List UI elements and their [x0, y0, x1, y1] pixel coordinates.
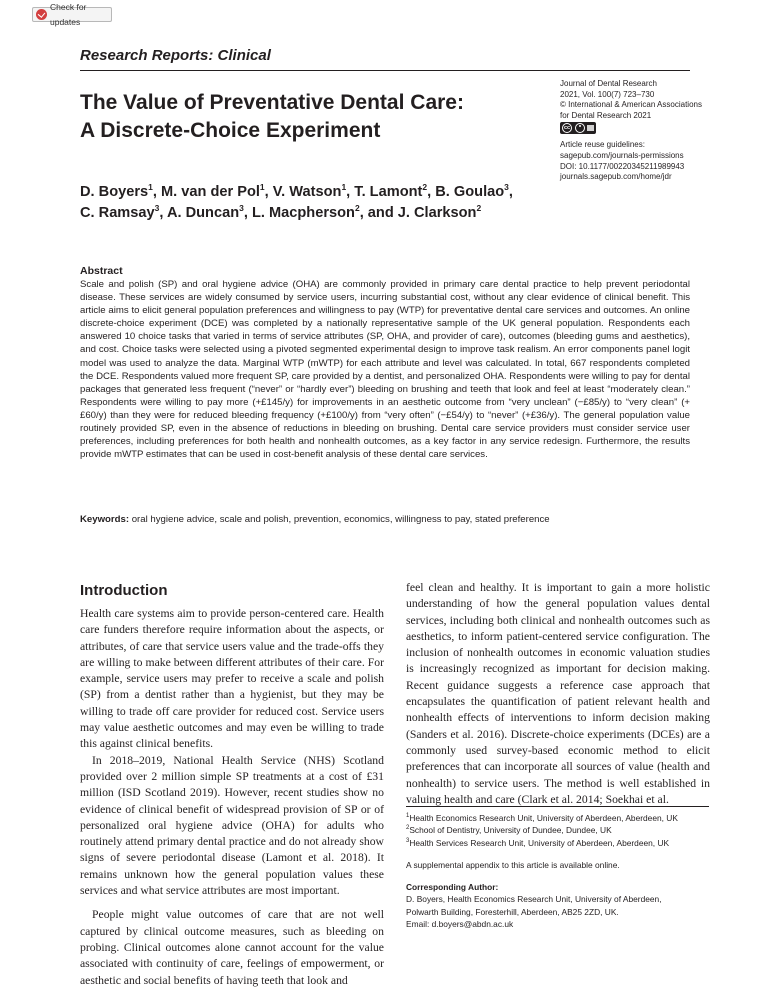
author: D. Boyers$^1$,: [80, 182, 161, 200]
author: A. Duncan$^3$,: [166, 203, 252, 221]
title-line-1: The Value of Preventative Dental Care:: [80, 91, 464, 114]
journal-copyright-cont: for Dental Research 2021: [560, 110, 652, 120]
journal-copyright: © International & American Associations: [560, 100, 702, 110]
journal-homepage-link[interactable]: journals.sagepub.com/home/jdr: [560, 172, 672, 182]
check-for-updates-button[interactable]: [32, 1, 112, 27]
affiliation: $^2$School of Dentistry, University of Dundee, Dundee, UK: [406, 825, 612, 836]
cc-license-badge[interactable]: [560, 122, 596, 134]
paragraph: Health care systems aim to provide person-centered care. Health care funders therefore require information about the aspects, or attributes, of care that service users value and the trade-offs they are willing to make between different attributes of their care. For example, service users may prefer to receive a scale and polish (SP) from a dentist rather than a hygienist, but they may be willing to trade off care provider for reduced cost. Service users may value aesthetic outcomes and may even be willing to trade this against clinical benefits.: [80, 607, 384, 751]
title-line-2: A Discrete-Choice Experiment: [80, 119, 381, 142]
permissions-link[interactable]: sagepub.com/journals-permissions: [560, 150, 684, 160]
author: T. Lamont$^2$,: [354, 182, 436, 200]
paragraph: feel clean and healthy. It is important to gain a more holistic understanding of how the general population values dental services, including both clinical and nonhealth outcomes such as aesthetics, to inform patient-centered service configuration. The inclusion of nonhealth outcomes in economic valuation studies is increasingly recognized as important for decision making. Recent guidance suggests a reference case approach that encapsulates the quantification of patient relevant health and nonhealth effects of interventions to inform decision making (Sanders et al. 2016). Discrete-choice experiments (DCEs) are a commonly used survey-based economic method to elicit preferences that can incorporate all sources of value (health and nonhealth) to service users. The method is well established in valuing health and care (Clark et al. 2014; Soekhai et al.: [406, 581, 710, 806]
cc-by-icon: [575, 123, 585, 133]
keywords: [80, 513, 690, 526]
supplement-note: A supplemental appendix to this article is available online.: [406, 859, 620, 870]
keywords-text: oral hygiene advice, scale and polish, prevention, economics, willingness to pay, stated preference: [131, 514, 550, 525]
paragraph: In 2018–2019, National Health Service (NHS) Scotland provided over 2 million simple SP treatments at a cost of £31 million (ISD Scotland 2019). However, recent studies show no evidence of clinical benefit of widespread provision of SP or of personalized oral hygiene advice (OHA) for adults who routinely attend primary dental practice and do not already show signs of severe periodontal disease (Lamont et al. 2018). It remains unknown how the general population values these services and what service attributes are most important.: [80, 753, 384, 898]
check-for-updates-label: Check for updates: [50, 1, 87, 27]
cc-icon: cc: [563, 125, 571, 132]
author: L. Macpherson$^2$, and: [251, 203, 398, 221]
check-icon: [36, 9, 47, 20]
author: M. van der Pol$^1$,: [160, 182, 273, 200]
introduction-heading: Introduction: [80, 582, 168, 599]
keywords-label: Keywords:: [80, 514, 130, 525]
reuse-guidelines-label: Article reuse guidelines:: [560, 140, 645, 150]
abstract-text: Scale and polish (SP) and oral hygiene advice (OHA) are commonly provided in primary care dental practice to help prevent periodontal disease. These services are widely consumed by service users, incurring substantial cost, without any clear evidence of clinical benefit. This article aims to elicit general population preferences and willingness to pay (WTP) for preventative dental care services and outcomes. An online discrete-choice experiment (DCE) was completed by a nationally representative sample of the UK general population. Respondents each answered 10 choice tasks that varied in terms of service attributes (SP, OHA, and provider of care), outcomes (bleeding gums and aesthetics), and cost. Choice tasks were selected using a pivoted segmented experimental design to improve task realism. An error components panel logit model was used to analyze the data. Marginal WTP (mWTP) for each attribute and level was calculated. In total, 667 respondents completed the DCE. Respondents valued more frequent SP, care provided by a dentist, and personalized OHA. Respondents were willing to pay for dental packages that generated less frequent (“never” or “hardly ever”) bleeding on brushing and teeth that look and feel at least “moderately clean.” Respondents were willing to pay more (+£145/y) for improvements in an aesthetic outcome from “very unclean” (−£85/y) to “very clean” (+£60/y) than they were for reduced bleeding frequency (+£100/y) from “very often” (−£54/y) to “never” (+£36/y). The general population value routinely provided SP, even in the absence of reductions in bleeding on brushing. Dental care service providers must consider service user preferences, including preferences for both health and nonhealth outcomes, as a key factor in any service redesign. Furthermore, the results provide mWTP estimates that can be used in cost-benefit analysis of these dental care services.: [80, 279, 690, 461]
header-rule: [80, 70, 690, 71]
author: C. Ramsay$^3$,: [80, 203, 167, 221]
affiliation: $^1$Health Economics Research Unit, University of Aberdeen, Aberdeen, UK: [406, 813, 678, 823]
abstract-heading: Abstract: [80, 265, 123, 277]
journal-name: Journal of Dental Research: [560, 79, 657, 88]
corresponding-author-email[interactable]: Email: d.boyers@abdn.ac.uk: [406, 919, 514, 930]
journal-info: [560, 79, 710, 183]
corresponding-author-line: D. Boyers, Health Economics Research Unit, University of Aberdeen,: [406, 894, 662, 905]
doi[interactable]: DOI: 10.1177/00220345211989943: [560, 161, 685, 171]
section-label: Research Reports: Clinical: [80, 47, 271, 64]
footnote-rule: [406, 806, 709, 807]
author-list: [80, 182, 550, 224]
footnotes: [406, 812, 710, 930]
corresponding-author-line: Polwarth Building, Foresterhill, Aberdeen, AB25 2ZD, UK.: [406, 906, 619, 917]
abstract: [80, 265, 690, 461]
affiliation: $^3$Health Services Research Unit, University of Aberdeen, Aberdeen, UK: [406, 837, 670, 848]
author: B. Goulao$^3$,: [435, 182, 513, 200]
paragraph: People might value outcomes of care that are not well captured by clinical outcome measures, such as bleeding on probing. Clinical outcomes alone cannot account for the value associated with continuity of care, feelings of empowerment, or aesthetic and social benefits of having teeth that look and: [80, 908, 384, 987]
corresponding-author-label: Corresponding Author:: [406, 882, 499, 893]
author: J. Clarkson$^2$: [397, 203, 482, 221]
author: V. Watson$^1$,: [272, 182, 355, 200]
body-column-left: [80, 606, 384, 989]
article-title: [80, 89, 530, 145]
journal-volume: 2021, Vol. 100(7) 723–730: [560, 89, 655, 99]
body-column-right: [406, 580, 710, 808]
